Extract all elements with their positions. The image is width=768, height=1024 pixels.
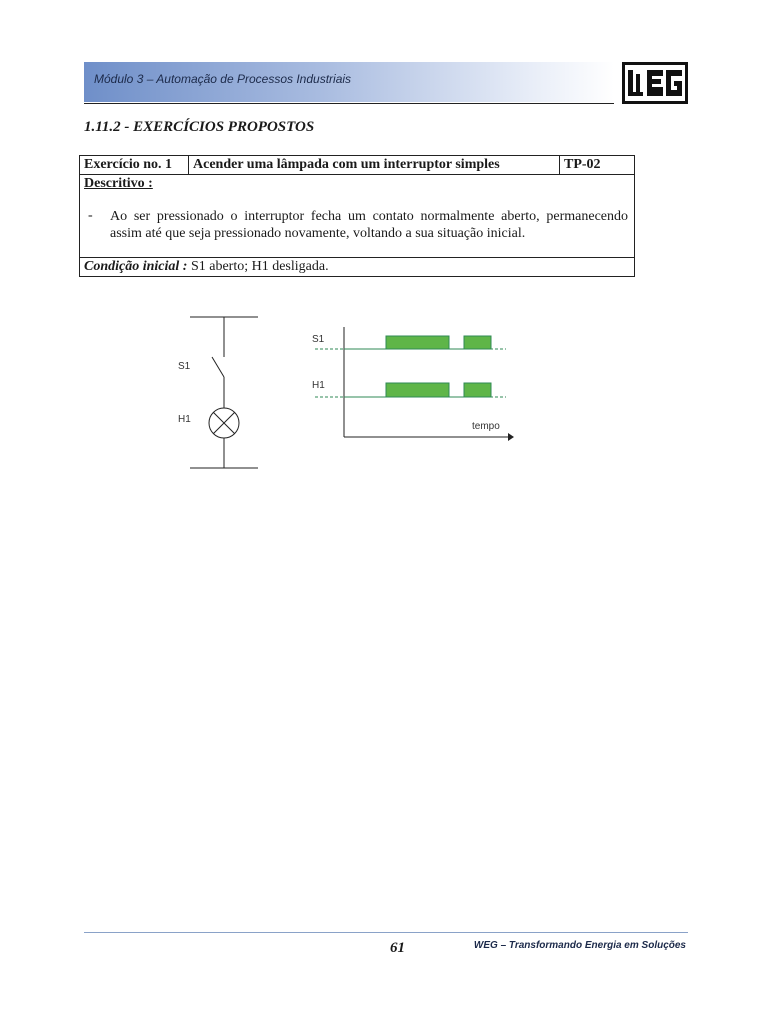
initial-condition-cell — [80, 258, 635, 277]
timing-diagram — [312, 327, 514, 441]
s1-pulse-1 — [386, 336, 449, 349]
circuit-and-timing-diagram — [170, 305, 530, 480]
lamp-label: H1 — [178, 414, 191, 425]
initial-condition-row — [80, 258, 635, 277]
circuit-schematic — [178, 317, 258, 468]
footer-rule — [84, 932, 688, 933]
timing-h1-label: H1 — [312, 380, 325, 391]
description-row — [80, 175, 635, 258]
time-axis-arrow-icon — [508, 433, 514, 441]
exercise-table — [79, 155, 635, 277]
exercise-header-row — [80, 156, 635, 175]
section-heading: 1.11.2 - EXERCÍCIOS PROPOSTOS — [84, 119, 315, 135]
timing-s1-label: S1 — [312, 334, 325, 345]
header-rule — [84, 103, 614, 104]
description-text: Ao ser pressionado o interruptor fecha um contato normalmente aberto, permanecendo assim até que seja pressionado novamente, voltando a sua situação inicial. — [110, 209, 628, 241]
h1-pulse-1 — [386, 383, 449, 397]
lamp-icon — [209, 408, 239, 438]
description-cell — [80, 175, 635, 258]
time-axis-label: tempo — [472, 421, 500, 432]
h1-pulse-2 — [464, 383, 491, 397]
bullet-dash: - — [88, 208, 93, 223]
exercise-number: Exercício no. 1 — [80, 156, 189, 175]
page-number: 61 — [390, 940, 405, 956]
switch-blade — [212, 357, 224, 377]
footer-tagline: WEG – Transformando Energia em Soluções — [473, 940, 686, 951]
description-label: Descritivo : — [84, 176, 153, 191]
initial-condition-value: S1 aberto; H1 desligada. — [187, 259, 329, 274]
exercise-code: TP-02 — [560, 156, 635, 175]
description-bullet — [84, 208, 630, 242]
module-title: Módulo 3 – Automação de Processos Industriais — [94, 72, 352, 86]
weg-logo — [622, 62, 688, 104]
s1-pulse-2 — [464, 336, 491, 349]
switch-label: S1 — [178, 361, 191, 372]
exercise-title: Acender uma lâmpada com um interruptor simples — [189, 156, 560, 175]
initial-condition-label: Condição inicial : — [84, 259, 188, 274]
